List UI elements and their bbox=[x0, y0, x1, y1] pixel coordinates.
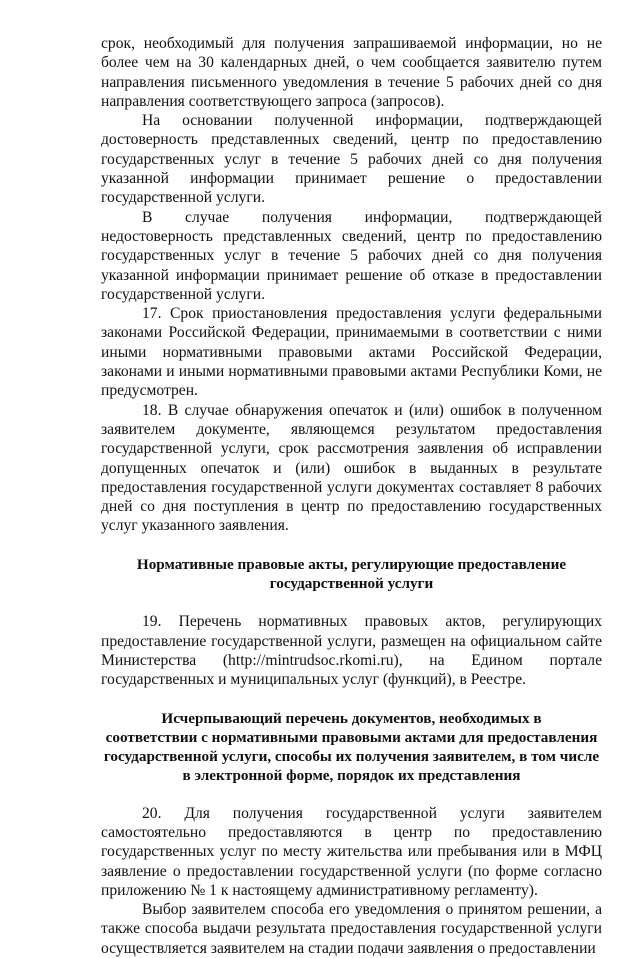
paragraph-20: 20. Для получения государственной услуги заявителем самостоятельно предоставляются в центр по предоставлению государственных услуг по месту жительства или пребывания или в МФЦ заявление о предоставлении государственной услуги (по форме согласно приложению № 1 к настоящему административному регламенту). bbox=[101, 804, 602, 899]
heading-line: государственной услуги bbox=[269, 575, 434, 593]
heading-line: в электронной форме, порядок их представления bbox=[182, 767, 521, 785]
paragraph-19: 19. Перечень нормативных правовых актов, регулирующих предоставление государственной услуги, размещен на официальном сайте Министерства (http://mintrudsoc.rkomi.ru), на Едином портале государственных и муниципальных услуг (функций), в Реестре. bbox=[101, 613, 602, 689]
paragraph-verification-confirmed: На основании полученной информации, подтверждающей достоверность представленных сведений, центр по предоставлению государственных услуг в течение 5 рабочих дней со дня получения указанной информации принимает решение о предоставлении государственной услуги. bbox=[101, 112, 602, 207]
heading-line: Исчерпывающий перечень документов, необходимых в bbox=[161, 709, 542, 727]
spacer bbox=[101, 593, 602, 612]
spacer bbox=[101, 690, 602, 709]
heading-line: соответствии с нормативными правовыми актами для предоставления bbox=[105, 728, 598, 746]
spacer bbox=[101, 786, 602, 804]
heading-line: Нормативные правовые акты, регулирующие предоставление bbox=[136, 555, 567, 573]
paragraph-notification-choice: Выбор заявителем способа его уведомления о принятом решении, а также способа выдачи результата предоставления государственной услуги осуществляется заявителем на стадии подачи заявления о предоставлении bbox=[101, 901, 602, 957]
section-heading-regulations bbox=[101, 555, 602, 594]
paragraph-verification-refuted: В случае получения информации, подтверждающей недостоверность представленных сведений, центр по предоставлению государственных услуг в течение 5 рабочих дней со дня получения указанной информации принимает решение об отказе в предоставлении государственной услуги. bbox=[101, 208, 602, 303]
paragraph-continuation: срок, необходимый для получения запрашиваемой информации, но не более чем на 30 календарных дней, о чем сообщается заявителю путем направления письменного уведомления в течение 5 рабочих дней со дня направления соответствующего запроса (запросов). bbox=[101, 35, 602, 110]
section-heading-documents bbox=[101, 709, 602, 786]
heading-line: государственной услуги, способы их получения заявителем, в том числе bbox=[103, 748, 600, 766]
paragraph-17: 17. Срок приостановления предоставления услуги федеральными законами Российской Федерации, принимаемыми в соответствии с ними иными нормативными правовыми актами Российской Федерации, законами и иными нормативными правовыми актами Республики Коми, не предусмотрен. bbox=[101, 305, 602, 400]
spacer bbox=[101, 536, 602, 555]
paragraph-18: 18. В случае обнаружения опечаток и (или) ошибок в полученном заявителем документе, являющемся результатом предоставления государственной услуги, срок рассмотрения заявления об исправлении допущенных опечаток и (или) ошибок в выданных в результате предоставления государственной услуги документах составляет 8 рабочих дней со дня поступления в центр по предоставлению государственных услуг указанного заявления. bbox=[101, 401, 602, 535]
